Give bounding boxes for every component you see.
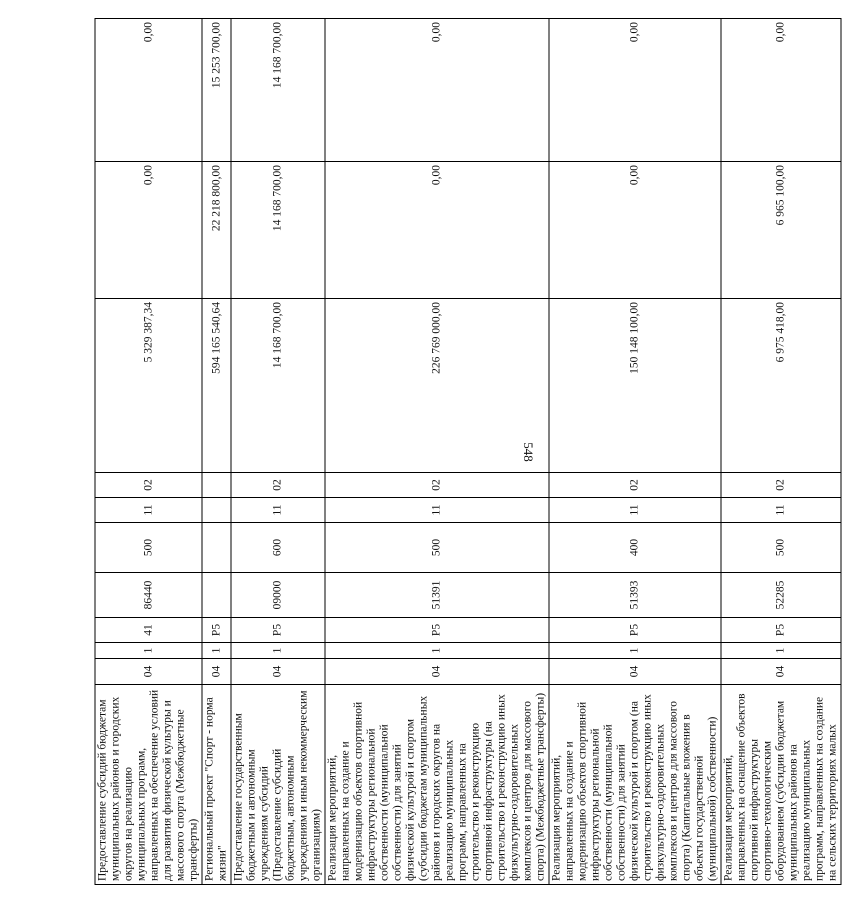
cell-amount-1: 226 769 000,00 [325, 299, 549, 473]
cell-subprogram: P5 [721, 618, 841, 643]
cell-subprogram: 41 [95, 618, 202, 643]
page-number: 548 [521, 442, 536, 462]
table-row [549, 19, 721, 885]
row-name: Предоставление субсидий бюджетам муниципальных районов и городских округов на реализацию муниципальных программ, направленных на обеспечение условий для развития физической культуры и массового спорта (Межбюджетные трансферты) [95, 685, 202, 885]
cell-chapter: 11 [549, 498, 721, 523]
cell-direction: 86440 [95, 573, 202, 618]
row-name: Региональный проект "Спорт - норма жизни" [202, 685, 231, 885]
cell-amount-2: 14 168 700,00 [231, 162, 325, 299]
table-row [721, 19, 841, 885]
cell-section: 04 [325, 659, 549, 685]
cell-expense-type: 400 [549, 523, 721, 573]
cell-amount-3: 0,00 [325, 19, 549, 162]
cell-direction: 51393 [549, 573, 721, 618]
cell-direction: 51391 [325, 573, 549, 618]
cell-subprogram: P5 [549, 618, 721, 643]
cell-program: 1 [325, 643, 549, 659]
cell-subchapter [202, 473, 231, 498]
budget-table-container [95, 19, 839, 885]
cell-subprogram: P5 [202, 618, 231, 643]
cell-amount-1: 594 165 540,64 [202, 299, 231, 473]
cell-expense-type: 500 [95, 523, 202, 573]
cell-chapter: 11 [231, 498, 325, 523]
cell-amount-3: 14 168 700,00 [231, 19, 325, 162]
row-name: Реализация мероприятий, направленных на оснащение объектов спортивной инфраструктуры спортивно-технологическим оборудованием (субсидии бюджетам муниципальных районов на реализацию муниципальных программ, направленных на создание на сельских территориях малых [721, 685, 841, 885]
cell-chapter [202, 498, 231, 523]
table-row [202, 19, 231, 885]
cell-expense-type [202, 523, 231, 573]
cell-amount-1: 5 329 387,34 [95, 299, 202, 473]
cell-subchapter: 02 [721, 473, 841, 498]
cell-subprogram: P5 [231, 618, 325, 643]
cell-amount-3: 15 253 700,00 [202, 19, 231, 162]
cell-subchapter: 02 [231, 473, 325, 498]
cell-amount-1: 6 975 418,00 [721, 299, 841, 473]
cell-subchapter: 02 [549, 473, 721, 498]
table-row [325, 19, 549, 885]
cell-section: 04 [202, 659, 231, 685]
cell-expense-type: 500 [721, 523, 841, 573]
cell-program: 1 [721, 643, 841, 659]
cell-expense-type: 500 [325, 523, 549, 573]
cell-subchapter: 02 [95, 473, 202, 498]
cell-direction: 09000 [231, 573, 325, 618]
cell-amount-1: 14 168 700,00 [231, 299, 325, 473]
cell-direction: 52285 [721, 573, 841, 618]
cell-amount-2: 6 965 100,00 [721, 162, 841, 299]
cell-chapter: 11 [721, 498, 841, 523]
row-name: Реализация мероприятий, направленных на создание и модернизацию объектов спортивной инфраструктуры региональной собственности (муниципальной собственности) для занятий физической культурой и спортом (на строительство и реконструкцию иных физкультурно-оздоровительных комплексов и центров для массового спорта) (Капитальные вложения в объекты государственной (муниципальной) собственности) [549, 685, 721, 885]
cell-section: 04 [549, 659, 721, 685]
budget-table [95, 18, 842, 885]
cell-program: 1 [231, 643, 325, 659]
cell-amount-1: 150 148 100,00 [549, 299, 721, 473]
cell-amount-2: 0,00 [325, 162, 549, 299]
cell-amount-3: 0,00 [95, 19, 202, 162]
row-name: Реализация мероприятий, направленных на создание и модернизацию объектов спортивной инфраструктуры региональной собственности (муниципальной собственности) для занятий физической культурой и спортом (субсидии бюджетам муниципальных районов и городских округов на реализацию муниципальных программ, направленных на строительство и реконструкцию спортивной инфраструктуры (на строительство и реконструкцию иных физкультурно-оздоровительных комплексов и центров для массового спорта) (Межбюджетные трансферты) [325, 685, 549, 885]
cell-chapter: 11 [325, 498, 549, 523]
cell-subprogram: P5 [325, 618, 549, 643]
table-row [95, 19, 202, 885]
cell-amount-3: 0,00 [549, 19, 721, 162]
cell-amount-2: 0,00 [549, 162, 721, 299]
cell-chapter: 11 [95, 498, 202, 523]
cell-amount-2: 0,00 [95, 162, 202, 299]
cell-expense-type: 600 [231, 523, 325, 573]
cell-section: 04 [95, 659, 202, 685]
cell-section: 04 [231, 659, 325, 685]
cell-program: 1 [95, 643, 202, 659]
cell-direction [202, 573, 231, 618]
cell-amount-2: 22 218 800,00 [202, 162, 231, 299]
cell-amount-3: 0,00 [721, 19, 841, 162]
cell-subchapter: 02 [325, 473, 549, 498]
cell-program: 1 [549, 643, 721, 659]
cell-program: 1 [202, 643, 231, 659]
cell-section: 04 [721, 659, 841, 685]
row-name: Предоставление государственным бюджетным и автономным учреждениям субсидий (Предоставление субсидий бюджетным, автономным учреждениям и иным некоммерческим организациям) [231, 685, 325, 885]
table-row [231, 19, 325, 885]
